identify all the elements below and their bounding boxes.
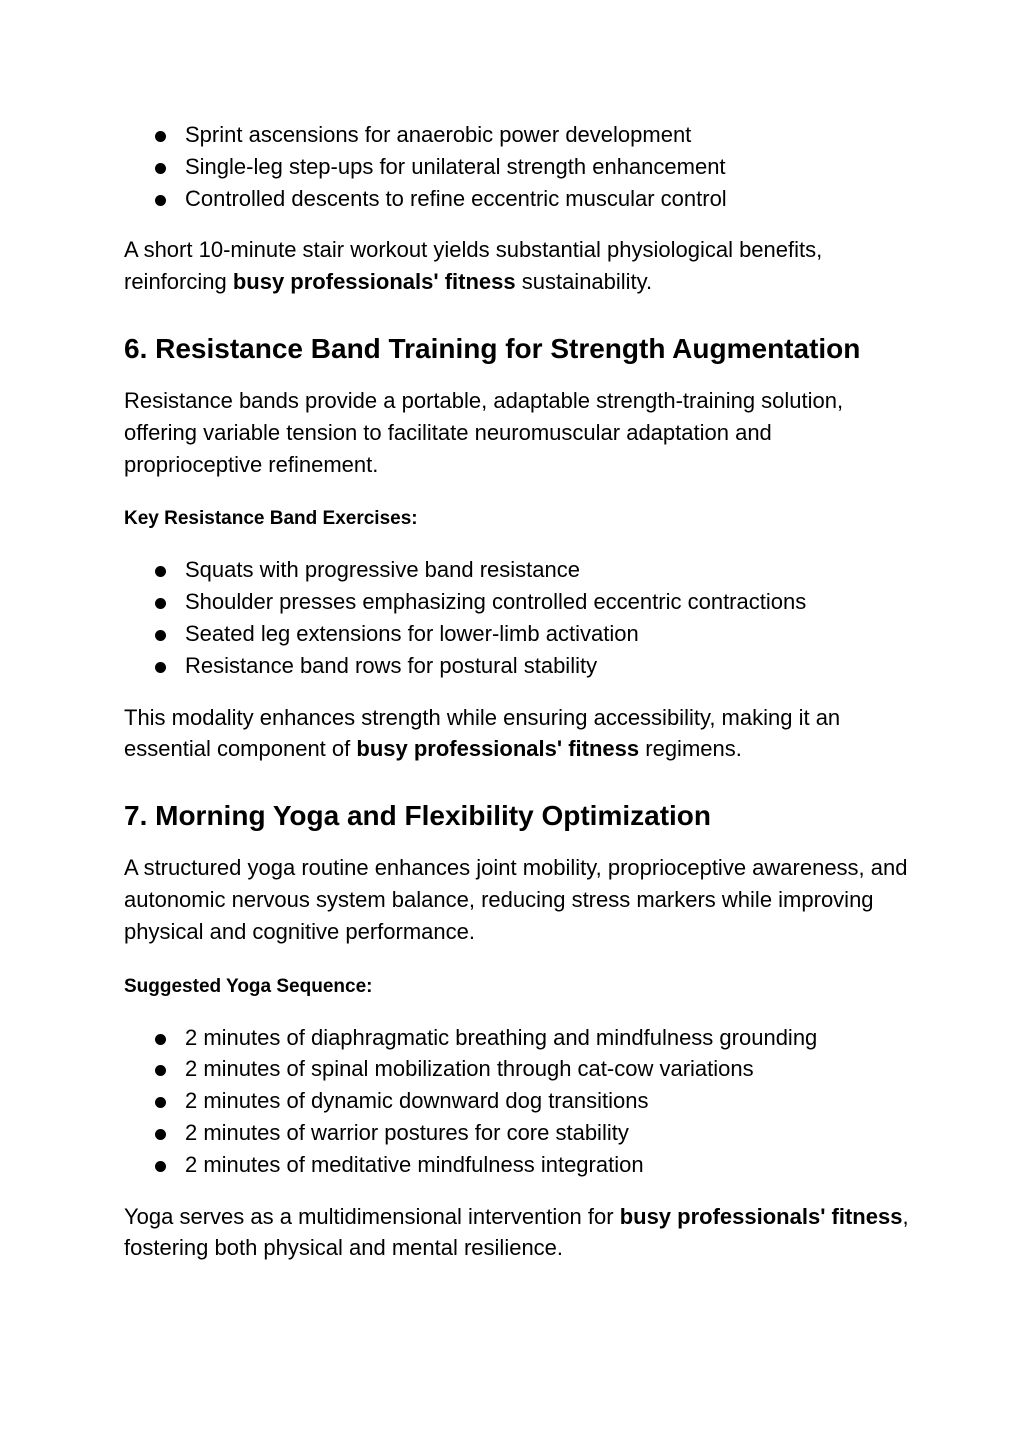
list-item: Single-leg step-ups for unilateral strength enhancement (124, 151, 914, 183)
bullet-icon (155, 1034, 166, 1045)
list-item: Shoulder presses emphasizing controlled eccentric contractions (124, 586, 914, 618)
list-item: Resistance band rows for postural stability (124, 650, 914, 682)
section-6-subheading: Key Resistance Band Exercises: (124, 508, 418, 530)
list-item: 2 minutes of spinal mobilization through cat-cow variations (124, 1053, 914, 1085)
yoga-sequence-list (124, 1022, 914, 1181)
list-item: Sprint ascensions for anaerobic power development (124, 119, 914, 151)
bullet-icon (155, 1097, 166, 1108)
section-7-subheading: Suggested Yoga Sequence: (124, 975, 373, 997)
bullet-icon (155, 1161, 166, 1172)
section-6-outro: This modality enhances strength while ensuring accessibility, making it an essential component of busy professionals' fitness regimens. (124, 704, 841, 762)
stair-outro-paragraph: A short 10-minute stair workout yields substantial physiological benefits, reinforcing busy professionals' fitness sustainability. (124, 237, 823, 295)
bullet-icon (155, 566, 166, 577)
list-item: 2 minutes of warrior postures for core stability (124, 1117, 914, 1149)
stair-exercise-list (124, 119, 914, 214)
bullet-icon (155, 1065, 166, 1076)
document-page (124, 119, 914, 1264)
list-item: 2 minutes of meditative mindfulness integration (124, 1149, 914, 1181)
list-item: Seated leg extensions for lower-limb activation (124, 618, 914, 650)
bullet-icon (155, 131, 166, 142)
bullet-icon (155, 195, 166, 206)
section-6-intro: Resistance bands provide a portable, adaptable strength-training solution, offering variable tension to facilitate neuromuscular adaptation and proprioceptive refinement. (124, 387, 844, 477)
bullet-icon (155, 630, 166, 641)
section-7-heading: 7. Morning Yoga and Flexibility Optimization (124, 800, 712, 832)
resistance-band-exercise-list (124, 554, 914, 681)
list-item: Controlled descents to refine eccentric muscular control (124, 183, 914, 215)
bullet-icon (155, 163, 166, 174)
section-7-intro: A structured yoga routine enhances joint mobility, proprioceptive awareness, and autonomic nervous system balance, reducing stress markers while improving physical and cognitive performance. (124, 855, 908, 944)
list-item: Squats with progressive band resistance (124, 554, 914, 586)
section-7-outro: Yoga serves as a multidimensional intervention for busy professionals' fitness, fostering both physical and mental resilience. (124, 1203, 909, 1261)
bullet-icon (155, 1129, 166, 1140)
bullet-icon (155, 598, 166, 609)
bullet-icon (155, 662, 166, 673)
section-6-heading: 6. Resistance Band Training for Strength Augmentation (124, 332, 861, 364)
list-item: 2 minutes of diaphragmatic breathing and mindfulness grounding (124, 1022, 914, 1054)
list-item: 2 minutes of dynamic downward dog transitions (124, 1085, 914, 1117)
